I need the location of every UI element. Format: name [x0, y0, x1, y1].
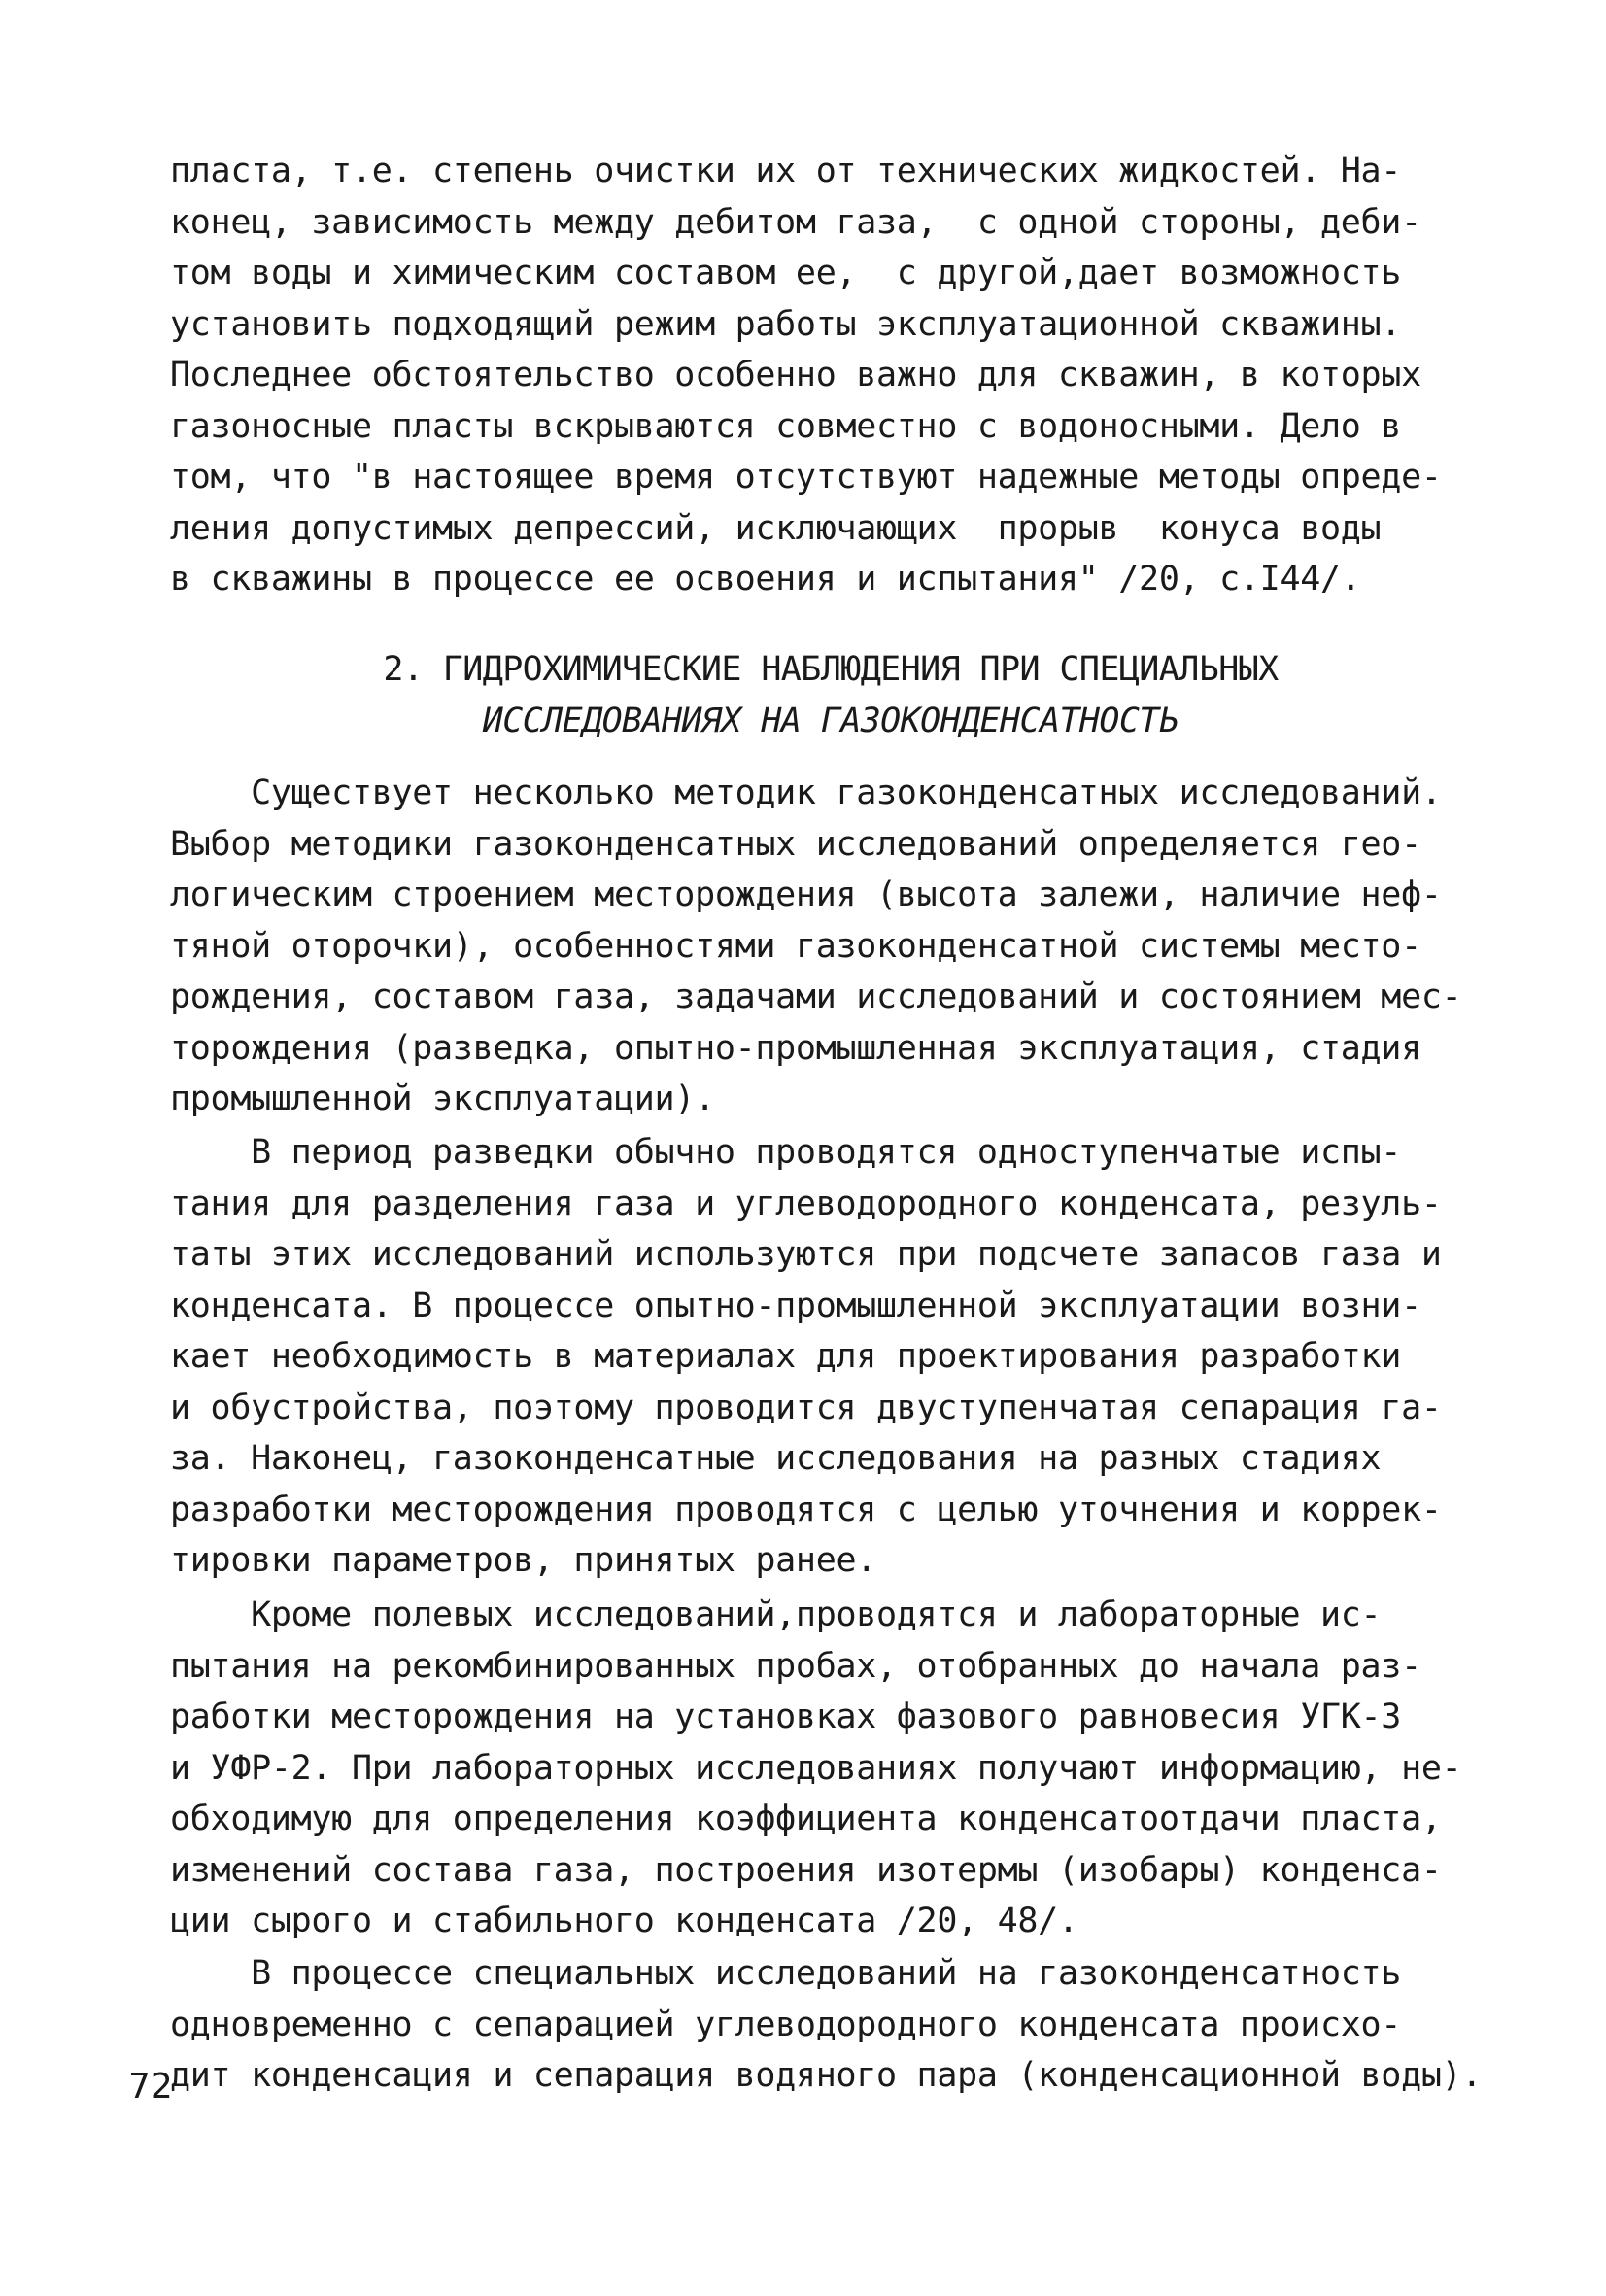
paragraph-laboratory [170, 1590, 1491, 1947]
page-number: 72 [128, 2067, 173, 2107]
text-line: разработки месторождения проводятся с целью уточнения и коррек- [170, 1490, 1442, 1529]
text-line: одновременно с сепарацией углеводородного конденсата происхо- [170, 2005, 1402, 2044]
text-line: торождения (разведка, опытно-промышленная эксплуатация, стадия [170, 1028, 1421, 1068]
text-line: и УФР-2. При лабораторных исследованиях получают информацию, не- [170, 1748, 1462, 1788]
text-line: дит конденсация и сепарация водяного пара (конденсационной воды). [170, 2056, 1483, 2095]
text-line: пласта, т.е. степень очистки их от технических жидкостей. На- [170, 152, 1402, 190]
text-line: тания для разделения газа и углеводородного конденсата, резуль- [170, 1183, 1442, 1223]
paragraph-methods [170, 768, 1491, 1125]
section-heading-subtitle: ИССЛЕДОВАНИЯХ НА ГАЗОКОНДЕНСАТНОСТЬ [482, 701, 1179, 740]
text-line: и обустройства, поэтому проводится двуступенчатая сепарация га- [170, 1388, 1442, 1427]
text-line: изменений состава газа, построения изотермы (изобары) конденса- [170, 1850, 1442, 1890]
text-line: за. Наконец, газоконденсатные исследования на разных стадиях [170, 1439, 1382, 1478]
text-line: ции сырого и стабильного конденсата /20, 48/. [170, 1902, 1078, 1940]
text-line: конденсата. В процессе опытно-промышленной эксплуатации возни- [170, 1285, 1421, 1325]
text-line: том воды и химическим составом ее, с другой,дает возможность [170, 254, 1402, 292]
paragraph-exploration [170, 1127, 1491, 1587]
text-line: пытания на рекомбинированных пробах, отобранных до начала раз- [170, 1646, 1421, 1686]
paragraph-special-studies [170, 1948, 1491, 2102]
text-line: кает необходимость в материалах для проектирования разработки [170, 1337, 1402, 1376]
text-line: Выбор методики газоконденсатных исследований определяется гео- [170, 824, 1421, 864]
section-heading-title: 2. ГИДРОХИМИЧЕСКИЕ НАБЛЮДЕНИЯ ПРИ СПЕЦИАЛЬНЫХ [383, 650, 1279, 689]
text-line: Кроме полевых исследований,проводятся и лабораторные ис- [170, 1595, 1382, 1634]
text-line: Существует несколько методик газоконденсатных исследований. [170, 773, 1442, 812]
text-line: конец, зависимость между дебитом газа, с одной стороны, деби- [170, 202, 1421, 242]
text-line: обходимую для определения коэффициента конденсатоотдачи пласта, [170, 1799, 1442, 1838]
text-line: таты этих исследований используются при подсчете запасов газа и [170, 1235, 1442, 1274]
text-line: Последнее обстоятельство особенно важно для скважин, в которых [170, 356, 1421, 394]
intro-paragraph [170, 146, 1491, 605]
text-line: В период разведки обычно проводятся одноступенчатые испы- [170, 1133, 1402, 1172]
text-line: установить подходящий режим работы эксплуатационной скважины. [170, 304, 1402, 344]
text-line: ления допустимых депрессий, исключающих прорыв конуса воды [170, 508, 1382, 548]
text-line: промышленной эксплуатации). [170, 1079, 715, 1118]
section-heading [170, 644, 1491, 746]
text-line: тировки параметров, принятых ранее. [170, 1541, 877, 1580]
text-line: газоносные пласты вскрываются совместно с водоносными. Дело в [170, 406, 1402, 446]
text-line: в скважины в процессе ее освоения и испытания" /20, с.I44/. [170, 560, 1361, 599]
text-line: логическим строением месторождения (высота залежи, наличие неф- [170, 875, 1442, 914]
text-line: рождения, составом газа, задачами исследований и состоянием мес- [170, 977, 1462, 1016]
text-line: работки месторождения на установках фазового равновесия УГК-3 [170, 1697, 1402, 1736]
text-line: тяной оторочки), особенностями газоконденсатной системы место- [170, 926, 1421, 966]
text-line: В процессе специальных исследований на газоконденсатность [170, 1954, 1402, 1993]
text-line: том, что "в настоящее время отсутствуют надежные методы опреде- [170, 458, 1442, 497]
